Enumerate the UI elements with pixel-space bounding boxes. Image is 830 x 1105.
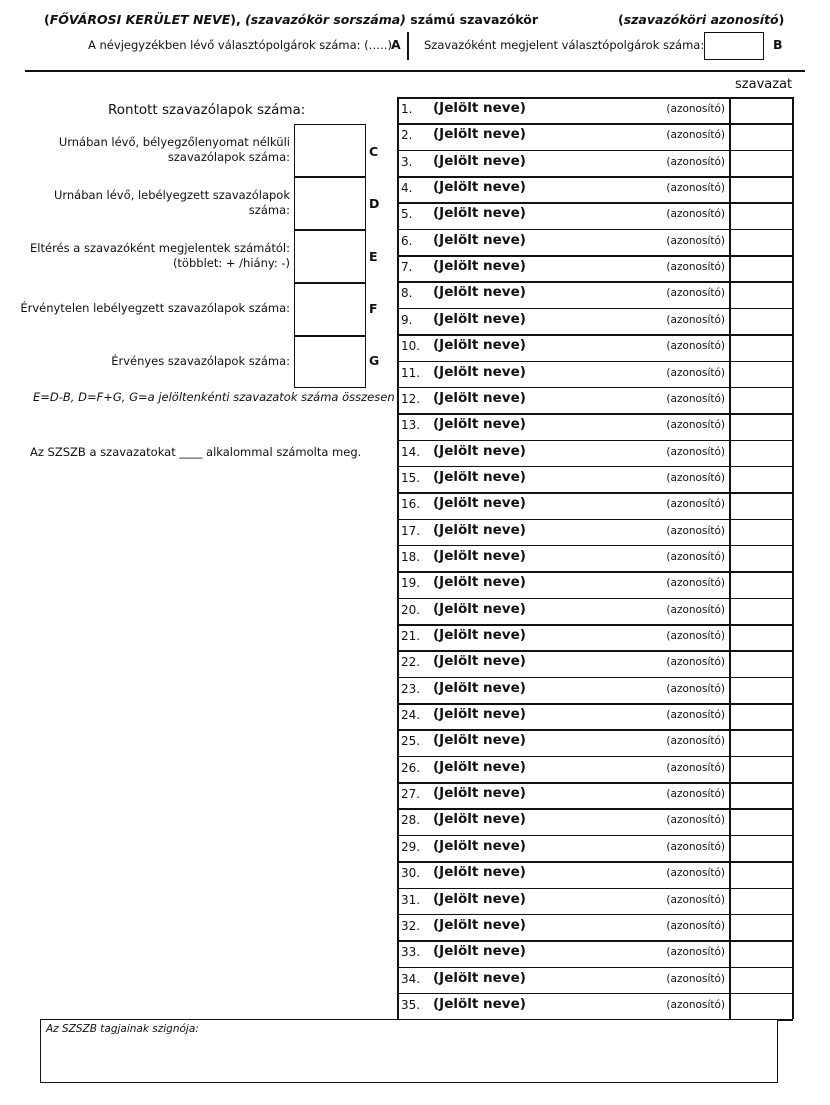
vote-count-cell[interactable]	[731, 178, 791, 201]
vote-count-cell[interactable]	[731, 916, 791, 939]
table-vote-divider	[729, 97, 731, 1019]
vote-count-cell[interactable]	[731, 336, 791, 359]
candidate-id: (azonosító)	[666, 182, 725, 195]
candidate-number: 19.	[401, 576, 421, 591]
candidate-id: (azonosító)	[666, 709, 725, 722]
candidate-id: (azonosító)	[666, 577, 725, 590]
candidate-name: (Jelölt neve)	[433, 574, 526, 591]
candidate-id: (azonosító)	[666, 366, 725, 379]
candidate-name: (Jelölt neve)	[433, 521, 526, 538]
candidate-row	[397, 703, 793, 729]
formula-note: E=D-B, D=F+G, G=a jelöltenkénti szavazatok száma összesen	[33, 390, 395, 404]
candidate-name: (Jelölt neve)	[433, 310, 526, 327]
vote-count-cell[interactable]	[731, 969, 791, 992]
candidate-row	[397, 150, 793, 176]
signature-box[interactable]	[40, 1019, 778, 1083]
letter-a: A	[391, 37, 401, 52]
candidate-id: (azonosító)	[666, 103, 725, 115]
candidate-row	[397, 123, 793, 149]
candidate-row	[397, 888, 793, 914]
candidate-id: (azonosító)	[666, 129, 725, 142]
table-right-border	[792, 97, 794, 1019]
district-name: FŐVÁROSI KERÜLET NEVE	[49, 12, 231, 27]
candidate-row	[397, 281, 793, 307]
candidate-name: (Jelölt neve)	[433, 258, 526, 275]
candidate-id: (azonosító)	[666, 867, 725, 880]
candidate-name: (Jelölt neve)	[433, 653, 526, 670]
candidate-number: 8.	[401, 286, 413, 301]
candidate-row	[397, 914, 793, 940]
candidate-id: (azonosító)	[666, 234, 725, 247]
field-e-label: Eltérés a szavazóként megjelentek számától: (többlet: + /hiány: -)	[30, 241, 290, 270]
vote-count-cell[interactable]	[731, 310, 791, 333]
vote-count-cell[interactable]	[731, 652, 791, 675]
candidate-id: (azonosító)	[666, 761, 725, 774]
candidate-number: 35.	[401, 997, 421, 1012]
candidate-name: (Jelölt neve)	[433, 337, 526, 354]
candidate-id: (azonosító)	[666, 919, 725, 932]
candidate-name: (Jelölt neve)	[433, 600, 526, 617]
candidate-row	[397, 729, 793, 755]
candidate-name: (Jelölt neve)	[433, 442, 526, 459]
candidate-number: 11.	[401, 365, 421, 380]
candidate-name: (Jelölt neve)	[433, 995, 526, 1012]
candidate-name: (Jelölt neve)	[433, 969, 526, 986]
candidate-name: (Jelölt neve)	[433, 679, 526, 696]
letter-e: E	[369, 249, 378, 264]
candidate-name: (Jelölt neve)	[433, 152, 526, 169]
candidate-row	[397, 861, 793, 887]
candidate-number: 30.	[401, 866, 421, 881]
candidate-name: (Jelölt neve)	[433, 363, 526, 380]
candidate-number: 7.	[401, 260, 413, 275]
candidate-id: (azonosító)	[666, 972, 725, 985]
candidate-name: (Jelölt neve)	[433, 732, 526, 749]
vote-count-cell[interactable]	[731, 415, 791, 438]
candidate-row	[397, 782, 793, 808]
candidate-id: (azonosító)	[666, 603, 725, 616]
field-d-input[interactable]	[295, 179, 364, 228]
candidate-number: 33.	[401, 945, 421, 960]
candidate-id: (azonosító)	[666, 735, 725, 748]
candidate-id: (azonosító)	[666, 471, 725, 484]
appeared-voters-label: Szavazóként megjelent választópolgárok száma:	[424, 38, 705, 52]
candidate-row	[397, 808, 793, 834]
candidate-number: 29.	[401, 839, 421, 854]
candidate-id: (azonosító)	[666, 788, 725, 801]
vote-count-cell[interactable]	[731, 626, 791, 649]
letter-c: C	[369, 144, 379, 159]
candidate-row	[397, 677, 793, 703]
candidate-id: (azonosító)	[666, 340, 725, 353]
candidate-name: (Jelölt neve)	[433, 837, 526, 854]
candidate-number: 14.	[401, 444, 421, 459]
appeared-voters-box[interactable]	[704, 32, 764, 60]
candidate-id: (azonosító)	[666, 656, 725, 669]
candidate-number: 13.	[401, 418, 421, 433]
votes-header: szavazat	[735, 77, 793, 92]
field-c-label: Urnában lévő, bélyegzőlenyomat nélküli szavazólapok száma:	[58, 135, 290, 164]
candidate-number: 6.	[401, 233, 413, 248]
candidate-row	[397, 466, 793, 492]
candidate-name: (Jelölt neve)	[433, 706, 526, 723]
precinct-id-text: szavazóköri azonosító	[623, 12, 779, 27]
candidate-id: (azonosító)	[666, 287, 725, 300]
candidate-number: 23.	[401, 681, 421, 696]
candidate-name: (Jelölt neve)	[433, 547, 526, 564]
letter-g: G	[369, 353, 380, 368]
vote-count-cell[interactable]	[731, 573, 791, 596]
box-divider	[295, 282, 365, 284]
candidate-row	[397, 229, 793, 255]
candidate-row	[397, 361, 793, 387]
candidate-number: 4.	[401, 181, 413, 196]
candidate-id: (azonosító)	[666, 208, 725, 221]
field-f-label: Érvénytelen lebélyegzett szavazólapok száma:	[20, 301, 290, 315]
field-e-input[interactable]	[295, 232, 364, 281]
vote-count-cell[interactable]	[731, 442, 791, 465]
vote-count-cell[interactable]	[731, 784, 791, 807]
vote-count-cell[interactable]	[731, 521, 791, 544]
header-divider	[407, 32, 409, 60]
spoiled-ballots-label: Rontott szavazólapok száma:	[108, 102, 306, 118]
candidate-row	[397, 519, 793, 545]
candidate-number: 17.	[401, 523, 421, 538]
candidate-row	[397, 598, 793, 624]
candidate-name: (Jelölt neve)	[433, 416, 526, 433]
candidate-id: (azonosító)	[666, 524, 725, 537]
candidate-id: (azonosító)	[666, 998, 725, 1011]
registered-voters-label: A névjegyzékben lévő választópolgárok száma: (…..)	[88, 38, 392, 52]
vote-count-cell[interactable]	[731, 810, 791, 833]
box-divider	[295, 229, 365, 231]
candidate-row	[397, 492, 793, 518]
vote-count-cell[interactable]	[731, 283, 791, 306]
candidate-name: (Jelölt neve)	[433, 126, 526, 143]
field-g-input[interactable]	[295, 338, 364, 386]
candidate-row	[397, 624, 793, 650]
candidate-number: 18.	[401, 549, 421, 564]
candidate-number: 27.	[401, 787, 421, 802]
precinct-id-open: (	[618, 12, 624, 27]
candidate-id: (azonosító)	[666, 630, 725, 642]
candidate-number: 20.	[401, 602, 421, 617]
vote-count-cell[interactable]	[731, 705, 791, 728]
count-note: Az SZSZB a szavazatokat ____ alkalommal számolta meg.	[30, 445, 362, 459]
vote-count-cell[interactable]	[731, 125, 791, 148]
vote-count-cell[interactable]	[731, 204, 791, 227]
candidate-name: (Jelölt neve)	[433, 916, 526, 933]
candidate-number: 21.	[401, 629, 421, 643]
candidate-id: (azonosító)	[666, 155, 725, 168]
candidate-number: 22.	[401, 655, 421, 670]
candidate-row	[397, 387, 793, 413]
candidate-id: (azonosító)	[666, 946, 725, 959]
candidate-name: (Jelölt neve)	[433, 864, 526, 881]
vote-count-cell[interactable]	[731, 468, 791, 491]
candidate-name: (Jelölt neve)	[433, 495, 526, 512]
vote-count-cell[interactable]	[731, 600, 791, 623]
candidate-number: 28.	[401, 813, 421, 828]
vote-count-cell[interactable]	[731, 99, 791, 122]
candidate-name: (Jelölt neve)	[433, 468, 526, 485]
district-open: (	[44, 12, 50, 27]
candidate-id: (azonosító)	[666, 261, 725, 274]
candidate-row	[397, 255, 793, 281]
candidate-id: (azonosító)	[666, 550, 725, 563]
candidate-name: (Jelölt neve)	[433, 811, 526, 828]
header-rule	[25, 70, 805, 72]
vote-count-cell[interactable]	[731, 152, 791, 175]
candidate-id: (azonosító)	[666, 840, 725, 853]
candidate-row	[397, 650, 793, 676]
candidate-number: 15.	[401, 470, 421, 485]
vote-count-cell[interactable]	[731, 837, 791, 860]
field-d-label: Urnában lévő, lebélyegzett szavazólapok száma:	[53, 188, 290, 217]
candidate-row	[397, 413, 793, 439]
candidate-id: (azonosító)	[666, 445, 725, 458]
field-f-input[interactable]	[295, 285, 364, 334]
candidate-name: (Jelölt neve)	[433, 389, 526, 406]
letter-d: D	[369, 196, 380, 211]
candidate-number: 24.	[401, 708, 421, 723]
table-left-border	[397, 97, 399, 1019]
candidate-row	[397, 545, 793, 571]
candidate-id: (azonosító)	[666, 392, 725, 405]
candidate-number: 34.	[401, 971, 421, 986]
candidate-id: (azonosító)	[666, 814, 725, 827]
candidate-row	[397, 334, 793, 360]
district-title	[44, 12, 538, 27]
candidate-number: 32.	[401, 918, 421, 933]
candidate-number: 12.	[401, 391, 421, 406]
candidate-name: (Jelölt neve)	[433, 785, 526, 802]
candidate-row	[397, 993, 793, 1019]
candidate-row	[397, 835, 793, 861]
candidate-row	[397, 571, 793, 597]
vote-count-cell[interactable]	[731, 257, 791, 280]
letter-b: B	[773, 37, 783, 52]
candidate-row	[397, 967, 793, 993]
candidate-number: 3.	[401, 154, 413, 169]
vote-count-cell[interactable]	[731, 758, 791, 781]
candidate-row	[397, 940, 793, 966]
vote-count-cell[interactable]	[731, 547, 791, 570]
vote-count-cell[interactable]	[731, 363, 791, 386]
candidate-row	[397, 176, 793, 202]
candidate-row	[397, 308, 793, 334]
box-divider	[295, 176, 365, 178]
candidate-number: 26.	[401, 760, 421, 775]
vote-count-cell[interactable]	[731, 890, 791, 913]
candidate-id: (azonosító)	[666, 498, 725, 511]
candidate-row	[397, 440, 793, 466]
candidate-number: 5.	[401, 207, 413, 222]
candidate-name: (Jelölt neve)	[433, 179, 526, 196]
district-close: ),	[230, 12, 241, 27]
candidate-name: (Jelölt neve)	[433, 890, 526, 907]
field-c-input[interactable]	[295, 126, 364, 175]
candidate-number: 10.	[401, 339, 421, 354]
field-g-label: Érvényes szavazólapok száma:	[111, 354, 290, 368]
signature-label: Az SZSZB tagjainak szignója:	[46, 1023, 199, 1035]
candidate-number: 31.	[401, 892, 421, 907]
vote-count-cell[interactable]	[731, 731, 791, 754]
candidate-id: (azonosító)	[666, 419, 725, 432]
candidate-name: (Jelölt neve)	[433, 100, 526, 116]
candidate-name: (Jelölt neve)	[433, 758, 526, 775]
vote-count-cell[interactable]	[731, 679, 791, 702]
candidate-row	[397, 97, 793, 123]
candidate-name: (Jelölt neve)	[433, 231, 526, 248]
candidate-name: (Jelölt neve)	[433, 284, 526, 301]
vote-count-cell[interactable]	[731, 389, 791, 412]
candidate-number: 2.	[401, 128, 413, 143]
candidate-number: 9.	[401, 312, 413, 327]
candidate-id: (azonosító)	[666, 682, 725, 695]
candidate-row	[397, 756, 793, 782]
candidate-row	[397, 202, 793, 228]
precinct-number: (szavazókör sorszáma)	[245, 12, 406, 27]
candidate-name: (Jelölt neve)	[433, 943, 526, 960]
precinct-id	[618, 12, 784, 27]
candidate-id: (azonosító)	[666, 893, 725, 906]
letter-f: F	[369, 301, 378, 316]
candidate-number: 16.	[401, 497, 421, 512]
precinct-id-close: )	[778, 12, 785, 27]
candidate-number: 1.	[401, 102, 413, 116]
vote-count-cell[interactable]	[731, 995, 791, 1018]
precinct-suffix: számú szavazókör	[410, 12, 539, 27]
vote-count-cell[interactable]	[731, 231, 791, 254]
vote-count-cell[interactable]	[731, 863, 791, 886]
vote-count-cell[interactable]	[731, 942, 791, 965]
candidate-name: (Jelölt neve)	[433, 205, 526, 222]
box-divider	[295, 335, 365, 337]
vote-count-cell[interactable]	[731, 494, 791, 517]
candidate-id: (azonosító)	[666, 313, 725, 326]
candidate-name: (Jelölt neve)	[433, 627, 526, 643]
candidate-number: 25.	[401, 734, 421, 749]
